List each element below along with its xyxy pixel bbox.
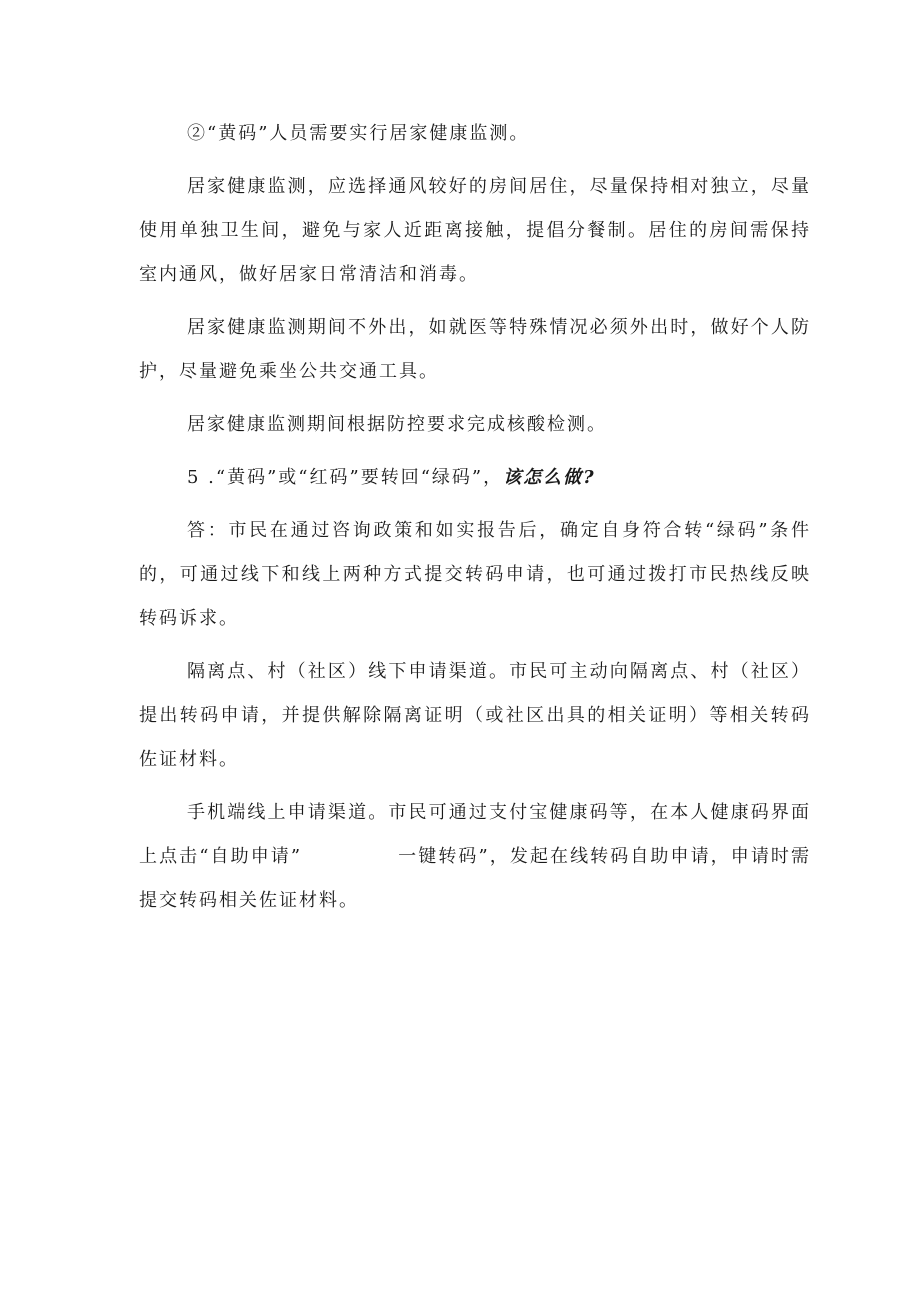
paragraph-home-monitoring-outing: 居家健康监测期间不外出，如就医等特殊情况必须外出时，做好个人防护，尽量避免乘坐公共交通工具。 [139,317,811,382]
question-heading [139,456,811,500]
paragraph-online-channel [139,791,811,923]
paragraph-yellow-code-monitoring: ②“黄码”人员需要实行居家健康监测。 [187,123,530,144]
question-emphasis: 该怎么做? [503,467,596,488]
paragraph-answer: 答：市民在通过咨询政策和如实报告后，确定自身符合转“绿码”条件的，可通过线下和线上两种方式提交转码申请，也可通过拨打市民热线反映转码诉求。 [139,520,811,629]
online-channel-part-1: 手机端线上申请渠道。市民可通过支付宝健康码等，在本人健康码界面上点击“自助申请” [139,802,811,867]
paragraph-home-monitoring-room: 居家健康监测，应选择通风较好的房间居住，尽量保持相对独立，尽量使用单独卫生间，避免与家人近距离接触，提倡分餐制。居住的房间需保持室内通风，做好居家日常清洁和消毒。 [139,176,811,285]
question-lead: 5 .“黄码”或“红码”要转回“绿码”， [187,467,504,488]
online-channel-part-2: 一键转码”，发起在线转码自助申请，申请时需提交转码相关佐证材料。 [139,846,812,911]
document-body [139,112,811,923]
paragraph-offline-channel: 隔离点、村（社区）线下申请渠道。市民可主动向隔离点、村（社区）提出转码申请，并提供解除隔离证明（或社区出具的相关证明）等相关转码佐证材料。 [139,661,811,770]
paragraph-nucleic-acid-test: 居家健康监测期间根据防控要求完成核酸检测。 [187,414,607,435]
